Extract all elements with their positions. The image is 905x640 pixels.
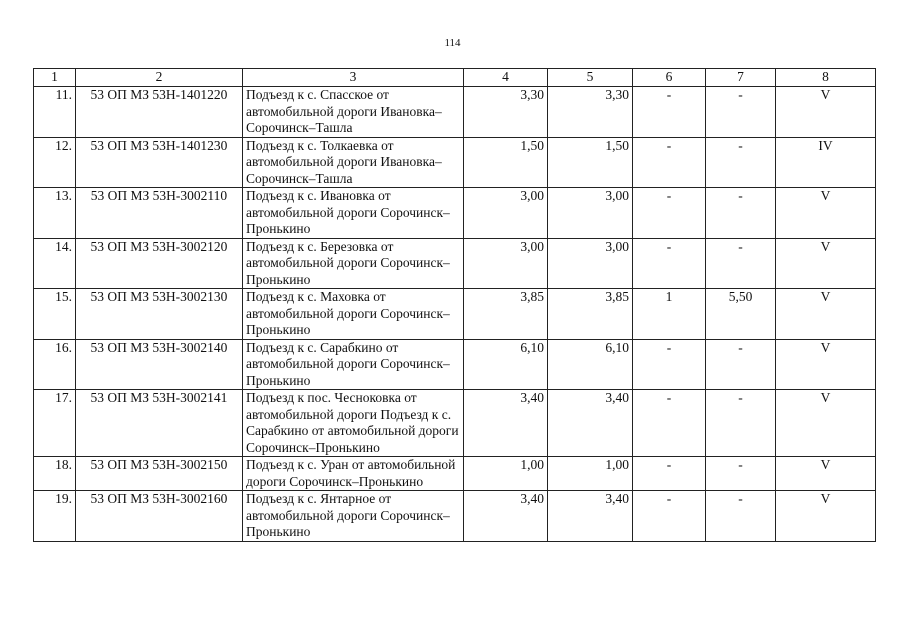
bridges-count-cell: - — [633, 238, 706, 289]
length-value-cell: 3,30 — [548, 87, 633, 138]
road-name-cell: Подъезд к с. Сарабкино от автомобильной дороги Сорочинск–Пронькино — [243, 339, 464, 390]
road-category-cell: IV — [776, 137, 876, 188]
table-row — [34, 491, 876, 542]
road-code-cell: 53 ОП МЗ 53Н-3002130 — [76, 289, 243, 340]
length-value-cell: 1,00 — [548, 457, 633, 491]
length-value-cell: 3,00 — [548, 238, 633, 289]
column-header: 3 — [243, 69, 464, 87]
length-total-cell: 1,50 — [464, 137, 548, 188]
road-code-cell: 53 ОП МЗ 53Н-1401230 — [76, 137, 243, 188]
road-category-cell: V — [776, 339, 876, 390]
column-header: 2 — [76, 69, 243, 87]
row-number-cell: 17. — [34, 390, 76, 457]
length-total-cell: 3,30 — [464, 87, 548, 138]
bridges-count-cell: - — [633, 457, 706, 491]
length-total-cell: 3,40 — [464, 390, 548, 457]
bridges-length-cell: - — [706, 87, 776, 138]
length-total-cell: 3,40 — [464, 491, 548, 542]
length-total-cell: 3,00 — [464, 238, 548, 289]
road-name-cell: Подъезд к пос. Чесноковка от автомобильной дороги Подъезд к с. Сарабкино от автомобильной дороги Сорочинск–Пронькино — [243, 390, 464, 457]
row-number-cell: 15. — [34, 289, 76, 340]
page-number: 114 — [444, 37, 461, 49]
road-code-cell: 53 ОП МЗ 53Н-3002160 — [76, 491, 243, 542]
road-name-cell: Подъезд к с. Уран от автомобильной дороги Сорочинск–Пронькино — [243, 457, 464, 491]
column-header: 8 — [776, 69, 876, 87]
table-row — [34, 289, 876, 340]
length-value-cell: 1,50 — [548, 137, 633, 188]
bridges-length-cell: - — [706, 491, 776, 542]
table-row — [34, 457, 876, 491]
road-code-cell: 53 ОП МЗ 53Н-3002110 — [76, 188, 243, 239]
bridges-count-cell: - — [633, 137, 706, 188]
column-header: 6 — [633, 69, 706, 87]
road-name-cell: Подъезд к с. Янтарное от автомобильной дороги Сорочинск–Пронькино — [243, 491, 464, 542]
length-value-cell: 3,85 — [548, 289, 633, 340]
table-row — [34, 339, 876, 390]
table-row — [34, 87, 876, 138]
bridges-count-cell: 1 — [633, 289, 706, 340]
roads-table — [33, 68, 876, 542]
bridges-count-cell: - — [633, 339, 706, 390]
road-name-cell: Подъезд к с. Маховка от автомобильной дороги Сорочинск–Пронькино — [243, 289, 464, 340]
table-row — [34, 390, 876, 457]
table-row — [34, 238, 876, 289]
row-number-cell: 19. — [34, 491, 76, 542]
bridges-length-cell: - — [706, 238, 776, 289]
column-header: 5 — [548, 69, 633, 87]
length-value-cell: 3,40 — [548, 491, 633, 542]
length-total-cell: 3,00 — [464, 188, 548, 239]
header-row — [34, 69, 876, 87]
length-value-cell: 3,00 — [548, 188, 633, 239]
length-total-cell: 1,00 — [464, 457, 548, 491]
bridges-count-cell: - — [633, 390, 706, 457]
length-total-cell: 3,85 — [464, 289, 548, 340]
road-code-cell: 53 ОП МЗ 53Н-3002150 — [76, 457, 243, 491]
row-number-cell: 11. — [34, 87, 76, 138]
bridges-length-cell: - — [706, 188, 776, 239]
length-total-cell: 6,10 — [464, 339, 548, 390]
row-number-cell: 14. — [34, 238, 76, 289]
row-number-cell: 16. — [34, 339, 76, 390]
road-code-cell: 53 ОП МЗ 53Н-3002120 — [76, 238, 243, 289]
bridges-length-cell: - — [706, 339, 776, 390]
bridges-length-cell: 5,50 — [706, 289, 776, 340]
road-category-cell: V — [776, 289, 876, 340]
table-row — [34, 188, 876, 239]
road-name-cell: Подъезд к с. Ивановка от автомобильной дороги Сорочинск–Пронькино — [243, 188, 464, 239]
road-code-cell: 53 ОП МЗ 53Н-3002140 — [76, 339, 243, 390]
road-name-cell: Подъезд к с. Толкаевка от автомобильной дороги Ивановка–Сорочинск–Ташла — [243, 137, 464, 188]
bridges-count-cell: - — [633, 188, 706, 239]
length-value-cell: 6,10 — [548, 339, 633, 390]
road-category-cell: V — [776, 491, 876, 542]
road-name-cell: Подъезд к с. Березовка от автомобильной дороги Сорочинск–Пронькино — [243, 238, 464, 289]
length-value-cell: 3,40 — [548, 390, 633, 457]
row-number-cell: 18. — [34, 457, 76, 491]
column-header: 1 — [34, 69, 76, 87]
bridges-count-cell: - — [633, 491, 706, 542]
bridges-count-cell: - — [633, 87, 706, 138]
bridges-length-cell: - — [706, 137, 776, 188]
row-number-cell: 12. — [34, 137, 76, 188]
road-category-cell: V — [776, 457, 876, 491]
bridges-length-cell: - — [706, 457, 776, 491]
road-code-cell: 53 ОП МЗ 53Н-1401220 — [76, 87, 243, 138]
row-number-cell: 13. — [34, 188, 76, 239]
road-category-cell: V — [776, 390, 876, 457]
road-category-cell: V — [776, 87, 876, 138]
road-category-cell: V — [776, 238, 876, 289]
road-name-cell: Подъезд к с. Спасское от автомобильной дороги Ивановка–Сорочинск–Ташла — [243, 87, 464, 138]
column-header: 7 — [706, 69, 776, 87]
column-header: 4 — [464, 69, 548, 87]
road-category-cell: V — [776, 188, 876, 239]
bridges-length-cell: - — [706, 390, 776, 457]
road-code-cell: 53 ОП МЗ 53Н-3002141 — [76, 390, 243, 457]
table-row — [34, 137, 876, 188]
